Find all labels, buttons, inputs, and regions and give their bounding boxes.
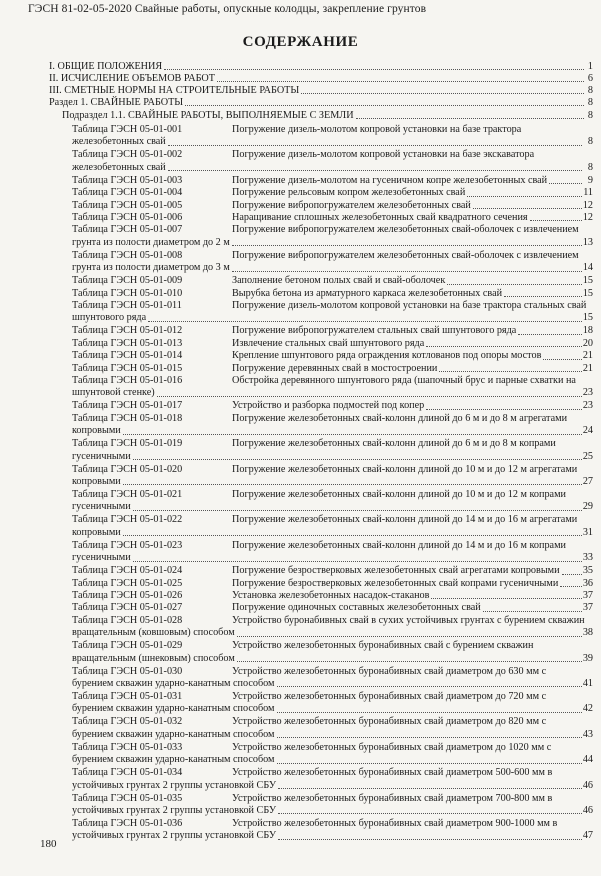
toc-page-ref: 14 <box>582 262 593 274</box>
table-code: Таблица ГЭСН 05-01-021 <box>72 489 183 500</box>
entry-title: Установка железобетонных насадок-стаканов <box>232 590 430 601</box>
dot-leader <box>277 762 582 764</box>
table-code: Таблица ГЭСН 05-01-011 <box>72 300 182 311</box>
entry-title-continued: гусеничными <box>72 552 131 564</box>
toc-section-title: Раздел 1. СВАЙНЫЕ РАБОТЫ <box>49 97 184 108</box>
toc-page-ref: 37 <box>582 602 593 614</box>
toc-page-ref: 9 <box>587 174 593 186</box>
page-number: 180 <box>40 838 57 850</box>
entry-title-continued: копровыми <box>72 526 121 538</box>
dot-leader <box>543 358 581 360</box>
entry-title: Устройство железобетонных буронабивных свай диаметром 500-600 мм в <box>232 767 553 779</box>
toc-page-ref: 47 <box>582 830 593 842</box>
entry-title: Погружение безростверковых железобетонных свай агрегатами копровыми <box>232 565 560 577</box>
entry-title: Погружение дизель-молотом на гусеничном копре железобетонных свай <box>232 174 548 186</box>
toc-page-ref: 31 <box>582 526 593 538</box>
dot-leader <box>560 585 582 587</box>
toc-page-ref: 23 <box>582 400 593 412</box>
dot-leader <box>301 92 584 94</box>
entry-title: Устройство железобетонных буронабивных свай диаметром 900-1000 мм в <box>232 818 558 829</box>
table-code: Таблица ГЭСН 05-01-027 <box>72 602 183 614</box>
toc-section-title: Подраздел 1.1. СВАЙНЫЕ РАБОТЫ, ВЫПОЛНЯЕМЫЕ С ЗЕМЛИ <box>62 110 354 121</box>
table-code: Таблица ГЭСН 05-01-026 <box>72 590 183 601</box>
entry-title: Погружение дизель-молотом копровой установки на базе трактора стальных свай <box>232 300 587 311</box>
toc-page-ref: 15 <box>582 312 593 324</box>
entry-title-continued: устойчивых грунтах 2 группы установкой СБУ <box>72 804 277 816</box>
toc-entry[interactable] <box>72 212 593 224</box>
toc-entry[interactable] <box>72 691 593 716</box>
toc-page-ref: 46 <box>582 804 593 816</box>
entry-title: Погружение одиночных составных железобетонных свай <box>232 602 481 614</box>
toc-page-ref: 8 <box>587 161 593 173</box>
toc-entry[interactable] <box>72 793 593 818</box>
entry-title: Погружение деревянных свай в мостостроении <box>232 362 438 374</box>
dot-leader <box>185 104 584 106</box>
dot-leader <box>426 345 582 347</box>
table-code: Таблица ГЭСН 05-01-034 <box>72 767 183 779</box>
toc-entry[interactable] <box>72 640 593 665</box>
dot-leader <box>426 408 582 410</box>
toc-entry[interactable] <box>72 224 593 249</box>
table-code: Таблица ГЭСН 05-01-020 <box>72 463 183 475</box>
toc-page-ref: 15 <box>582 275 593 287</box>
table-code: Таблица ГЭСН 05-01-003 <box>72 174 183 186</box>
dot-leader <box>473 207 582 209</box>
toc-entry[interactable] <box>72 514 593 539</box>
dot-leader <box>237 660 582 662</box>
entry-title: Погружение безростверковых железобетонных свай копрами гусеничными <box>232 577 559 589</box>
dot-leader <box>483 610 582 612</box>
toc-page-ref: 20 <box>582 337 593 349</box>
table-code: Таблица ГЭСН 05-01-013 <box>72 337 183 349</box>
dot-leader <box>530 219 582 221</box>
toc-page-ref: 35 <box>582 565 593 577</box>
entry-title: Погружение вибропогружателем железобетонных свай-оболочек с извлечением <box>232 249 579 261</box>
entry-title: Устройство железобетонных буронабивных свай диаметром до 820 мм с <box>232 716 547 728</box>
toc-page-ref: 25 <box>582 450 593 462</box>
table-code: Таблица ГЭСН 05-01-031 <box>72 691 183 702</box>
toc-page-ref: 37 <box>582 590 593 601</box>
dot-leader <box>133 560 582 562</box>
toc-page-ref: 42 <box>582 703 593 715</box>
entry-title: Погружение железобетонных свай-колонн длиной до 6 м и до 8 м агрегатами <box>232 412 568 424</box>
toc-entry[interactable] <box>72 375 593 400</box>
toc-entry[interactable] <box>72 363 593 375</box>
dot-leader <box>232 270 582 272</box>
toc-entry[interactable] <box>72 288 593 300</box>
table-code: Таблица ГЭСН 05-01-010 <box>72 287 183 299</box>
entry-title: Устройство железобетонных буронабивных свай диаметром 700-800 мм в <box>232 792 553 804</box>
entry-title: Устройство железобетонных буронабивных свай диаметром до 720 мм с <box>232 691 547 702</box>
table-code: Таблица ГЭСН 05-01-008 <box>72 249 183 261</box>
dot-leader <box>278 812 582 814</box>
entry-title: Погружение дизель-молотом копровой установки на базе экскаватора <box>232 149 535 161</box>
entry-title-continued: копровыми <box>72 475 121 487</box>
table-code: Таблица ГЭСН 05-01-004 <box>72 187 183 199</box>
toc-entry[interactable] <box>72 275 593 287</box>
table-code: Таблица ГЭСН 05-01-029 <box>72 640 183 652</box>
toc-entry[interactable] <box>72 175 593 187</box>
toc-entry[interactable] <box>72 338 593 350</box>
toc-entry[interactable] <box>72 602 593 614</box>
entry-title: Обстройка деревянного шпунтового ряда (шапочный брус и парные схватки на <box>232 375 576 386</box>
toc-page-ref: 6 <box>587 73 593 84</box>
entry-title: Погружение рельсовым копром железобетонных свай <box>232 187 466 199</box>
entry-title-continued: вращательным (шнековым) способом <box>72 652 235 664</box>
toc-entry[interactable] <box>72 149 593 174</box>
table-code: Таблица ГЭСН 05-01-007 <box>72 224 183 236</box>
toc-page-ref: 44 <box>582 754 593 766</box>
dot-leader <box>123 433 582 435</box>
table-code: Таблица ГЭСН 05-01-033 <box>72 741 183 753</box>
table-code: Таблица ГЭСН 05-01-016 <box>72 375 183 386</box>
entry-title-continued: бурением скважин ударно-канатным способом <box>72 703 275 715</box>
table-code: Таблица ГЭСН 05-01-023 <box>72 539 183 551</box>
toc-entry[interactable] <box>72 615 593 640</box>
dot-leader <box>168 144 582 146</box>
dot-leader <box>123 483 582 485</box>
toc-page-ref: 18 <box>582 325 593 337</box>
entry-title-continued: устойчивых грунтах 2 группы установкой СБУ <box>72 779 277 791</box>
toc-page-ref: 46 <box>582 779 593 791</box>
toc-section-title: I. ОБЩИЕ ПОЛОЖЕНИЯ <box>49 61 163 72</box>
toc-entry[interactable] <box>72 666 593 691</box>
toc-page-ref: 8 <box>587 97 593 108</box>
dot-leader <box>277 711 582 713</box>
toc-page-ref: 23 <box>582 387 593 399</box>
table-code: Таблица ГЭСН 05-01-019 <box>72 438 183 450</box>
toc-page-ref: 29 <box>582 501 593 513</box>
toc-section[interactable] <box>49 61 593 73</box>
toc-entry[interactable] <box>72 540 593 565</box>
toc-entry[interactable] <box>72 767 593 792</box>
toc-entry[interactable] <box>72 413 593 438</box>
dot-leader <box>123 534 582 536</box>
entry-title: Погружение железобетонных свай-колонн длиной до 14 м и до 16 м копрами <box>232 539 566 551</box>
toc-entry[interactable] <box>72 818 593 843</box>
toc-entry[interactable] <box>72 742 593 767</box>
entry-title-continued: вращательным (ковшовым) способом <box>72 627 235 639</box>
dot-leader <box>278 838 582 840</box>
toc-page-ref: 24 <box>582 425 593 437</box>
toc-entry[interactable] <box>72 464 593 489</box>
toc-section[interactable] <box>62 110 593 122</box>
toc-page-ref: 8 <box>587 136 593 148</box>
entry-title: Погружение железобетонных свай-колонн длиной до 10 м и до 12 м копрами <box>232 489 566 500</box>
entry-title-continued: грунта из полости диаметром до 3 м <box>72 262 230 274</box>
dot-leader <box>133 458 582 460</box>
entry-title-continued: устойчивых грунтах 2 группы установкой СБУ <box>72 830 277 842</box>
toc-section[interactable] <box>49 97 593 109</box>
toc-entry[interactable] <box>72 400 593 412</box>
entry-title: Устройство и разборка подмостей под копер <box>232 400 425 412</box>
table-code: Таблица ГЭСН 05-01-018 <box>72 412 183 424</box>
entry-title: Устройство железобетонных буронабивных свай диаметром до 630 мм с <box>232 665 547 677</box>
toc-entry[interactable] <box>72 250 593 275</box>
table-code: Таблица ГЭСН 05-01-001 <box>72 124 183 135</box>
table-code: Таблица ГЭСН 05-01-028 <box>72 614 183 626</box>
toc-page-ref: 15 <box>582 287 593 299</box>
dot-leader <box>164 68 584 70</box>
dot-leader <box>518 333 581 335</box>
dot-leader <box>467 195 582 197</box>
entry-title-continued: гусеничными <box>72 501 131 513</box>
toc-entry[interactable] <box>72 438 593 463</box>
toc-page-ref: 21 <box>582 350 593 362</box>
toc-entry[interactable] <box>72 325 593 337</box>
entry-title: Наращивание сплошных железобетонных свай квадратного сечения <box>232 212 528 223</box>
dot-leader <box>277 685 582 687</box>
dot-leader <box>549 182 582 184</box>
table-code: Таблица ГЭСН 05-01-015 <box>72 362 183 374</box>
toc-entry[interactable] <box>72 187 593 199</box>
entry-title-continued: железобетонных свай <box>72 136 166 148</box>
entry-title-continued: бурением скважин ударно-канатным способом <box>72 754 275 766</box>
toc-section[interactable] <box>49 73 593 85</box>
table-code: Таблица ГЭСН 05-01-036 <box>72 818 183 829</box>
toc-entry[interactable] <box>72 300 593 325</box>
entry-title: Погружение железобетонных свай-колонн длиной до 10 м и до 12 м агрегатами <box>232 463 578 475</box>
dot-leader <box>278 787 582 789</box>
toc-page-ref: 43 <box>582 728 593 740</box>
table-code: Таблица ГЭСН 05-01-022 <box>72 514 183 526</box>
running-header: ГЭСН 81-02-05-2020 Свайные работы, опускные колодцы, закрепление грунтов <box>28 3 427 15</box>
dot-leader <box>356 117 584 119</box>
toc-page-ref: 8 <box>587 85 593 96</box>
table-code: Таблица ГЭСН 05-01-035 <box>72 792 183 804</box>
toc-section-title: III. СМЕТНЫЕ НОРМЫ НА СТРОИТЕЛЬНЫЕ РАБОТЫ <box>49 85 300 96</box>
toc-entry[interactable] <box>72 124 593 149</box>
toc-page-ref: 27 <box>582 475 593 487</box>
table-code: Таблица ГЭСН 05-01-006 <box>72 212 183 223</box>
entry-title-continued: копровыми <box>72 425 121 437</box>
toc-section-title: II. ИСЧИСЛЕНИЕ ОБЪЕМОВ РАБОТ <box>49 73 215 84</box>
dot-leader <box>562 573 582 575</box>
entry-title-continued: бурением скважин ударно-канатным способом <box>72 677 275 689</box>
toc-page-ref: 12 <box>582 199 593 211</box>
table-code: Таблица ГЭСН 05-01-024 <box>72 565 183 577</box>
table-code: Таблица ГЭСН 05-01-032 <box>72 716 183 728</box>
toc-entry[interactable] <box>72 590 593 602</box>
toc-entry[interactable] <box>72 716 593 741</box>
toc-page-ref: 38 <box>582 627 593 639</box>
entry-title: Погружение вибропогружателем железобетонных свай-оболочек с извлечением <box>232 224 579 236</box>
toc-entry[interactable] <box>72 565 593 577</box>
table-code: Таблица ГЭСН 05-01-025 <box>72 577 183 589</box>
toc-page-ref: 1 <box>587 61 593 72</box>
dot-leader <box>168 169 582 171</box>
dot-leader <box>232 244 582 246</box>
dot-leader <box>133 509 582 511</box>
entry-title: Погружение железобетонных свай-колонн длиной до 6 м и до 8 м копрами <box>232 438 556 450</box>
table-code: Таблица ГЭСН 05-01-002 <box>72 149 183 161</box>
entry-title: Устройство железобетонных буронабивных свай с бурением скважин <box>232 640 534 652</box>
table-code: Таблица ГЭСН 05-01-017 <box>72 400 183 412</box>
table-code: Таблица ГЭСН 05-01-009 <box>72 275 183 287</box>
entry-title-continued: шпунтового ряда <box>72 312 147 324</box>
table-code: Таблица ГЭСН 05-01-030 <box>72 665 183 677</box>
toc-page-ref: 21 <box>582 362 593 374</box>
table-code: Таблица ГЭСН 05-01-012 <box>72 325 183 337</box>
entry-title-continued: грунта из полости диаметром до 2 м <box>72 236 230 248</box>
dot-leader <box>148 320 582 322</box>
toc-page-ref: 8 <box>587 110 593 121</box>
dot-leader <box>439 370 581 372</box>
entry-title: Вырубка бетона из арматурного каркаса железобетонных свай <box>232 287 503 299</box>
toc-entry[interactable] <box>72 350 593 362</box>
dot-leader <box>447 283 582 285</box>
entry-title: Погружение вибропогружателем стальных свай шпунтового ряда <box>232 325 517 337</box>
dot-leader <box>237 635 582 637</box>
toc-page-ref: 11 <box>583 187 593 199</box>
toc-entry[interactable] <box>72 200 593 212</box>
dot-leader <box>157 395 582 397</box>
toc-section[interactable] <box>49 85 593 97</box>
entry-title-continued: гусеничными <box>72 450 131 462</box>
toc-page-ref: 36 <box>582 577 593 589</box>
toc-entry[interactable] <box>72 578 593 590</box>
toc-entry[interactable] <box>72 489 593 514</box>
dot-leader <box>431 597 581 599</box>
page-title: СОДЕРЖАНИЕ <box>242 34 359 50</box>
entry-title: Устройство буронабивных свай в сухих устойчивых грунтах с бурением скважин <box>232 614 585 626</box>
toc-page-ref: 41 <box>582 677 593 689</box>
dot-leader <box>217 80 584 82</box>
entry-title: Погружение вибропогружателем железобетонных свай <box>232 199 471 211</box>
toc-page-ref: 12 <box>582 212 593 223</box>
entry-title: Устройство железобетонных буронабивных свай диаметром до 1020 мм с <box>232 741 552 753</box>
entry-title-continued: бурением скважин ударно-канатным способом <box>72 728 275 740</box>
toc-page-ref: 13 <box>582 236 593 248</box>
entry-title-continued: шпунтовой стенке) <box>72 387 155 399</box>
entry-title: Погружение железобетонных свай-колонн длиной до 14 м и до 16 м агрегатами <box>232 514 578 526</box>
entry-title: Погружение дизель-молотом копровой установки на базе трактора <box>232 124 522 135</box>
entry-title: Извлечение стальных свай шпунтового ряда <box>232 337 425 349</box>
entry-title: Крепление шпунтового ряда ограждения котлованов под опоры мостов <box>232 350 542 362</box>
table-code: Таблица ГЭСН 05-01-005 <box>72 199 183 211</box>
toc-page-ref: 39 <box>582 652 593 664</box>
toc-page-ref: 33 <box>582 552 593 564</box>
entry-title: Заполнение бетоном полых свай и свай-оболочек <box>232 275 446 287</box>
table-code: Таблица ГЭСН 05-01-014 <box>72 350 183 362</box>
entry-title-continued: железобетонных свай <box>72 161 166 173</box>
dot-leader <box>277 736 582 738</box>
dot-leader <box>504 295 582 297</box>
